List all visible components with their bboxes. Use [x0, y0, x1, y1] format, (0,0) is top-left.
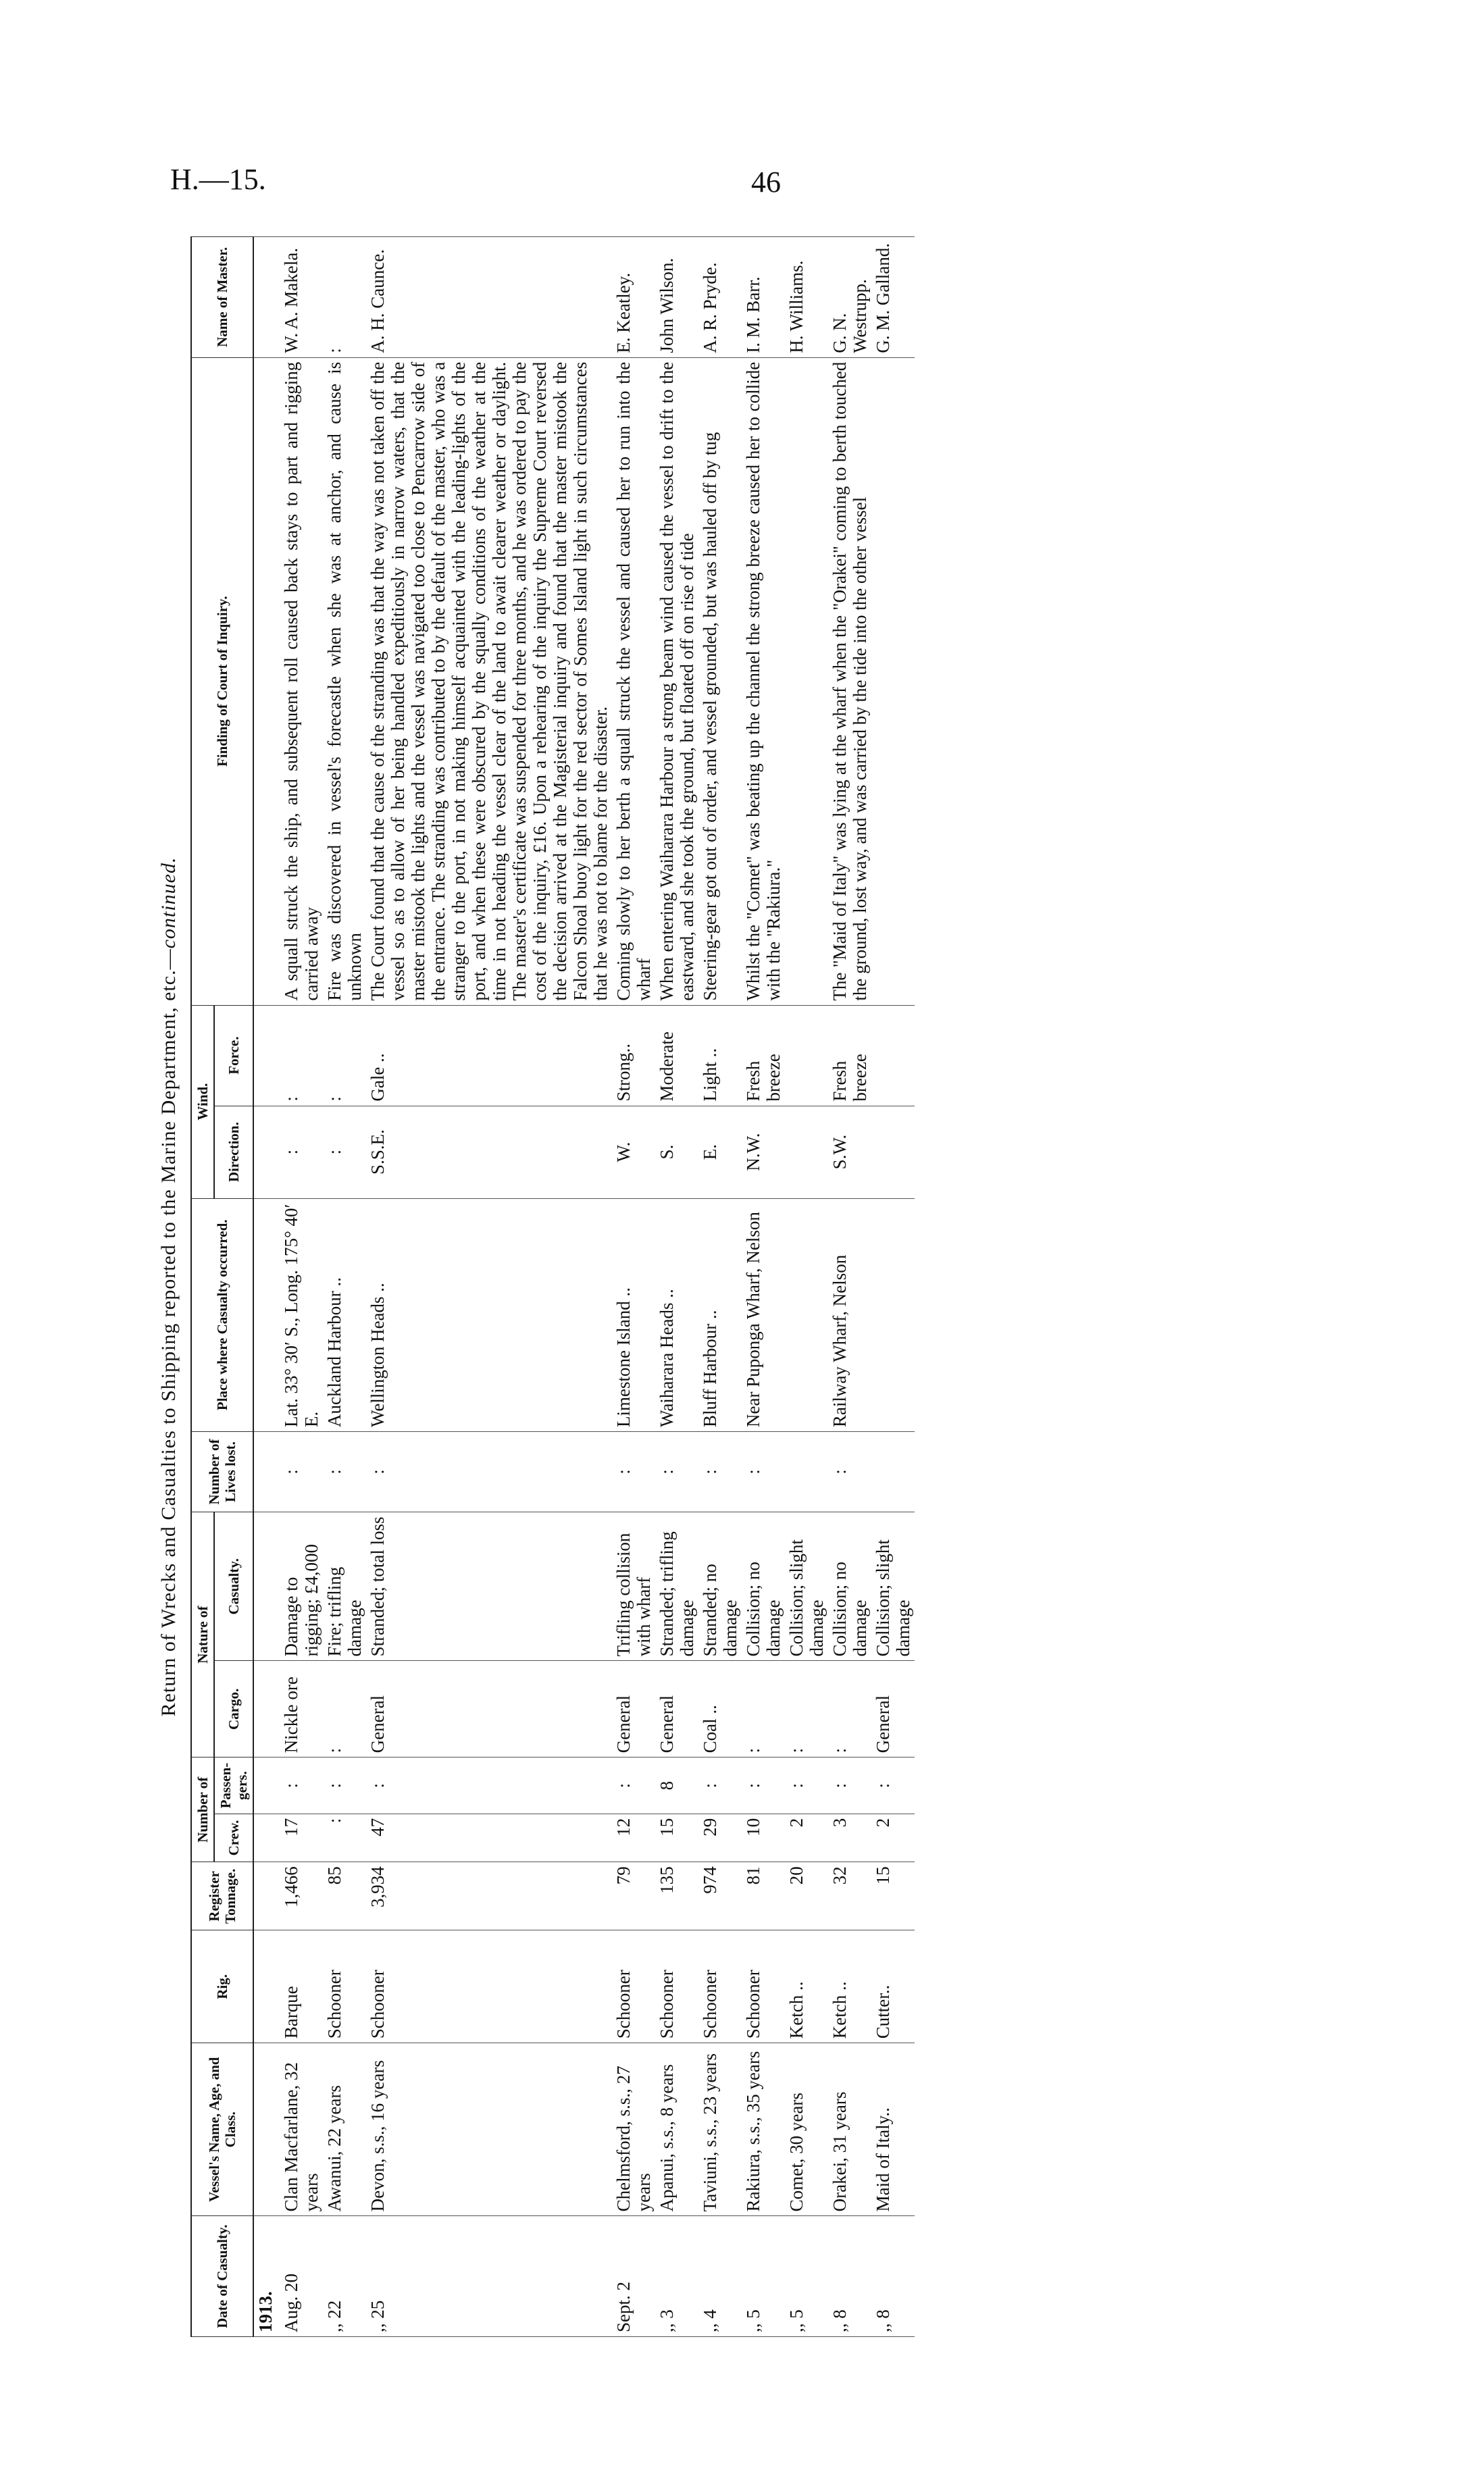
- row-wind-direction: S.S.E.: [366, 1106, 612, 1198]
- row-vessel: Maid of Italy..: [871, 2043, 915, 2216]
- row-master: G. M. Galland.: [871, 237, 915, 358]
- row-date: Sept. 2: [612, 2216, 655, 2337]
- row-casualty: Stranded; trifling damage: [655, 1512, 698, 1661]
- row-tonnage: 32: [828, 1862, 871, 1930]
- row-passengers: :: [323, 1757, 366, 1814]
- row-cargo: Coal ..: [698, 1661, 742, 1757]
- table-row: [698, 237, 742, 2337]
- row-cargo: General: [366, 1661, 612, 1757]
- row-rig: Ketch ..: [828, 1930, 871, 2043]
- row-finding: When entering Waiharara Harbour a strong beam wind caused the vessel to drift to the eastward, and she took the ground, but floated off on rise of tide: [655, 357, 698, 1005]
- header-number-of: Number of: [191, 1757, 214, 1862]
- table-row: [366, 237, 612, 2337]
- row-casualty: Collision; no damage: [742, 1512, 785, 1661]
- row-finding: The Court found that the cause of the stranding was that the way was not taken off the vessel so as to allow of her being handled expeditiously in narrow waters, that the master mistook the lights and the vessel was navigated too close to Pencarrow side of the entrance. The stranding was contributed to by the default of the master, who was a stranger to the port, in not making himself acquainted with the leading-lights of the port, and when these were obscured by the squally conditions of the weather at the time in not heading the vessel clear of the land to await clearer weather or daylight. The master's certificate was suspended for three months, and he was ordered to pay the cost of the inquiry, £16. Upon a rehearing of the inquiry the Supreme Court reversed the decision arrived at the Magisterial inquiry and found that the master mistook the Falcon Shoal buoy light for the red sector of Somes Island light in such circumstances that he was not to blame for the disaster.: [366, 357, 612, 1005]
- row-casualty: Collision; slight damage: [871, 1512, 915, 1661]
- row-lives-lost: :: [698, 1431, 742, 1512]
- row-date: ,, 8: [871, 2216, 915, 2337]
- year-label: 1913.: [253, 2216, 280, 2337]
- row-passengers: :: [742, 1757, 785, 1814]
- row-tonnage: 79: [612, 1862, 655, 1930]
- row-place: Auckland Harbour ..: [323, 1198, 366, 1431]
- row-tonnage: 85: [323, 1862, 366, 1930]
- header-place: Place where Casualty occurred.: [191, 1198, 253, 1431]
- row-tonnage: 15: [871, 1862, 915, 1930]
- row-place: Wellington Heads ..: [366, 1198, 612, 1431]
- row-crew: 2: [871, 1814, 915, 1862]
- row-crew: :: [323, 1814, 366, 1862]
- year-row: [253, 237, 280, 2337]
- row-casualty: Collision; slight damage: [785, 1512, 828, 1661]
- row-casualty: Trifling collision with wharf: [612, 1512, 655, 1661]
- row-cargo: Nickle ore: [280, 1661, 323, 1757]
- row-tonnage: 135: [655, 1862, 698, 1930]
- row-crew: 10: [742, 1814, 785, 1862]
- row-lives-lost: :: [612, 1431, 655, 1512]
- row-passengers: :: [366, 1757, 612, 1814]
- row-lives-lost: [871, 1431, 915, 1512]
- row-crew: 29: [698, 1814, 742, 1862]
- row-lives-lost: :: [655, 1431, 698, 1512]
- row-lives-lost: :: [366, 1431, 612, 1512]
- row-finding: [871, 357, 915, 1005]
- row-rig: Schooner: [366, 1930, 612, 2043]
- table-row: [742, 237, 785, 2337]
- row-place: Lat. 33° 30′ S., Long. 175° 40′ E.: [280, 1198, 323, 1431]
- row-cargo: :: [323, 1661, 366, 1757]
- row-wind-direction: W.: [612, 1106, 655, 1198]
- row-finding: The "Maid of Italy" was lying at the wharf when the "Orakei" coming to berth touched the ground, lost way, and was carried by the tide into the other vessel: [828, 357, 871, 1005]
- row-lives-lost: :: [742, 1431, 785, 1512]
- row-wind-force: [785, 1005, 828, 1106]
- row-date: ,, 5: [742, 2216, 785, 2337]
- row-finding: Whilst the "Comet" was beating up the channel the strong breeze caused her to collide with the "Rakiura.": [742, 357, 785, 1005]
- row-rig: Schooner: [323, 1930, 366, 2043]
- row-tonnage: 3,934: [366, 1862, 612, 1930]
- row-date: ,, 8: [828, 2216, 871, 2337]
- row-wind-force: :: [323, 1005, 366, 1106]
- header-force: Force.: [214, 1005, 253, 1106]
- row-rig: Ketch ..: [785, 1930, 828, 2043]
- row-finding: Coming slowly to her berth a squall struck the vessel and caused her to run into the wharf: [612, 357, 655, 1005]
- row-crew: 3: [828, 1814, 871, 1862]
- row-cargo: :: [742, 1661, 785, 1757]
- header-cargo: Cargo.: [214, 1661, 253, 1757]
- row-wind-force: Gale ..: [366, 1005, 612, 1106]
- row-wind-force: Moderate: [655, 1005, 698, 1106]
- row-wind-force: :: [280, 1005, 323, 1106]
- row-casualty: Stranded; total loss: [366, 1512, 612, 1661]
- row-master: H. Williams.: [785, 237, 828, 358]
- row-wind-force: Strong..: [612, 1005, 655, 1106]
- table-row: [655, 237, 698, 2337]
- row-master: G. N. Westrupp.: [828, 237, 871, 358]
- header-lives-lost: Number of Lives lost.: [191, 1431, 253, 1512]
- row-vessel: Taviuni, s.s., 23 years: [698, 2043, 742, 2216]
- row-crew: 12: [612, 1814, 655, 1862]
- row-place: [871, 1198, 915, 1431]
- row-place: Waiharara Heads ..: [655, 1198, 698, 1431]
- row-cargo: :: [785, 1661, 828, 1757]
- header-vessel: Vessel's Name, Age, and Class.: [191, 2043, 253, 2216]
- row-passengers: :: [871, 1757, 915, 1814]
- row-wind-direction: S.: [655, 1106, 698, 1198]
- row-tonnage: 81: [742, 1862, 785, 1930]
- row-casualty: Stranded; no damage: [698, 1512, 742, 1661]
- row-finding: Fire was discovered in vessel's forecastle when she was at anchor, and cause is unknown: [323, 357, 366, 1005]
- row-wind-direction: :: [280, 1106, 323, 1198]
- row-crew: 47: [366, 1814, 612, 1862]
- row-lives-lost: :: [828, 1431, 871, 1512]
- row-master: I. M. Barr.: [742, 237, 785, 358]
- row-tonnage: 20: [785, 1862, 828, 1930]
- row-master: John Wilson.: [655, 237, 698, 358]
- header-finding: Finding of Court of Inquiry.: [191, 357, 253, 1005]
- row-vessel: Comet, 30 years: [785, 2043, 828, 2216]
- row-rig: Barque: [280, 1930, 323, 2043]
- row-vessel: Awanui, 22 years: [323, 2043, 366, 2216]
- header-passengers: Passen-gers.: [214, 1757, 253, 1814]
- row-tonnage: 974: [698, 1862, 742, 1930]
- row-wind-force: Light ..: [698, 1005, 742, 1106]
- table-row: [612, 237, 655, 2337]
- row-place: Limestone Island ..: [612, 1198, 655, 1431]
- header-casualty: Casualty.: [214, 1512, 253, 1661]
- table-row: [785, 237, 828, 2337]
- row-master: E. Keatley.: [612, 237, 655, 358]
- row-wind-direction: S.W.: [828, 1106, 871, 1198]
- row-date: ,, 4: [698, 2216, 742, 2337]
- row-master: :: [323, 237, 366, 358]
- header-direction: Direction.: [214, 1106, 253, 1198]
- row-rig: Schooner: [698, 1930, 742, 2043]
- table-row: [871, 237, 915, 2337]
- row-wind-direction: :: [323, 1106, 366, 1198]
- row-place: Bluff Harbour ..: [698, 1198, 742, 1431]
- row-vessel: Apanui, s.s., 8 years: [655, 2043, 698, 2216]
- row-rig: Cutter..: [871, 1930, 915, 2043]
- row-place: [785, 1198, 828, 1431]
- row-wind-force: Fresh breeze: [828, 1005, 871, 1106]
- row-wind-force: [871, 1005, 915, 1106]
- row-crew: 15: [655, 1814, 698, 1862]
- row-crew: 2: [785, 1814, 828, 1862]
- row-master: W. A. Makela.: [280, 237, 323, 358]
- row-lives-lost: :: [280, 1431, 323, 1512]
- row-vessel: Rakiura, s.s., 35 years: [742, 2043, 785, 2216]
- row-rig: Schooner: [612, 1930, 655, 2043]
- header-rig: Rig.: [191, 1930, 253, 2043]
- row-date: ,, 25: [366, 2216, 612, 2337]
- row-vessel: Chelmsford, s.s., 27 years: [612, 2043, 655, 2216]
- header-nature-of: Nature of: [191, 1512, 214, 1757]
- row-cargo: General: [612, 1661, 655, 1757]
- table-row: [828, 237, 871, 2337]
- row-passengers: :: [828, 1757, 871, 1814]
- header-master: Name of Master.: [191, 237, 253, 358]
- row-date: ,, 5: [785, 2216, 828, 2337]
- row-finding: A squall struck the ship, and subsequent roll caused back stays to part and rigging carried away: [280, 357, 323, 1005]
- row-wind-force: Fresh breeze: [742, 1005, 785, 1106]
- row-finding: Steering-gear got out of order, and vessel grounded, but was hauled off by tug: [698, 357, 742, 1005]
- row-vessel: Devon, s.s., 16 years: [366, 2043, 612, 2216]
- table-title: [147, 236, 190, 2337]
- row-casualty: Damage to rigging; £4,000: [280, 1512, 323, 1661]
- row-cargo: General: [871, 1661, 915, 1757]
- table-row: [280, 237, 323, 2337]
- page-number: 46: [751, 165, 781, 199]
- row-date: ,, 3: [655, 2216, 698, 2337]
- page-id: H.—15.: [170, 163, 266, 196]
- row-finding: [785, 357, 828, 1005]
- row-wind-direction: [871, 1106, 915, 1198]
- row-date: ,, 22: [323, 2216, 366, 2337]
- header-crew: Crew.: [214, 1814, 253, 1862]
- row-tonnage: 1,466: [280, 1862, 323, 1930]
- row-casualty: Collision; no damage: [828, 1512, 871, 1661]
- row-lives-lost: [785, 1431, 828, 1512]
- row-date: Aug. 20: [280, 2216, 323, 2337]
- header-tonnage: Register Tonnage.: [191, 1862, 253, 1930]
- row-lives-lost: :: [323, 1431, 366, 1512]
- row-wind-direction: [785, 1106, 828, 1198]
- header-date: Date of Casualty.: [191, 2216, 253, 2337]
- row-passengers: :: [785, 1757, 828, 1814]
- title-text: Return of Wrecks and Casualties to Shipping reported to the Marine Department, etc.—: [157, 948, 180, 1717]
- table-row: [323, 237, 366, 2337]
- row-rig: Schooner: [655, 1930, 698, 2043]
- row-wind-direction: E.: [698, 1106, 742, 1198]
- row-cargo: General: [655, 1661, 698, 1757]
- row-wind-direction: N.W.: [742, 1106, 785, 1198]
- rotated-table-container: [147, 236, 1350, 2337]
- row-master: A. H. Caunce.: [366, 237, 612, 358]
- row-passengers: :: [612, 1757, 655, 1814]
- casualties-table: [190, 236, 915, 2337]
- row-master: A. R. Pryde.: [698, 237, 742, 358]
- row-crew: 17: [280, 1814, 323, 1862]
- row-rig: Schooner: [742, 1930, 785, 2043]
- row-casualty: Fire; trifling damage: [323, 1512, 366, 1661]
- row-passengers: :: [698, 1757, 742, 1814]
- row-place: Railway Wharf, Nelson: [828, 1198, 871, 1431]
- row-vessel: Clan Macfarlane, 32 years: [280, 2043, 323, 2216]
- row-cargo: :: [828, 1661, 871, 1757]
- title-continued: continued.: [157, 856, 180, 949]
- header-wind: Wind.: [191, 1005, 214, 1198]
- row-vessel: Orakei, 31 years: [828, 2043, 871, 2216]
- row-passengers: :: [280, 1757, 323, 1814]
- row-place: Near Puponga Wharf, Nelson: [742, 1198, 785, 1431]
- row-passengers: 8: [655, 1757, 698, 1814]
